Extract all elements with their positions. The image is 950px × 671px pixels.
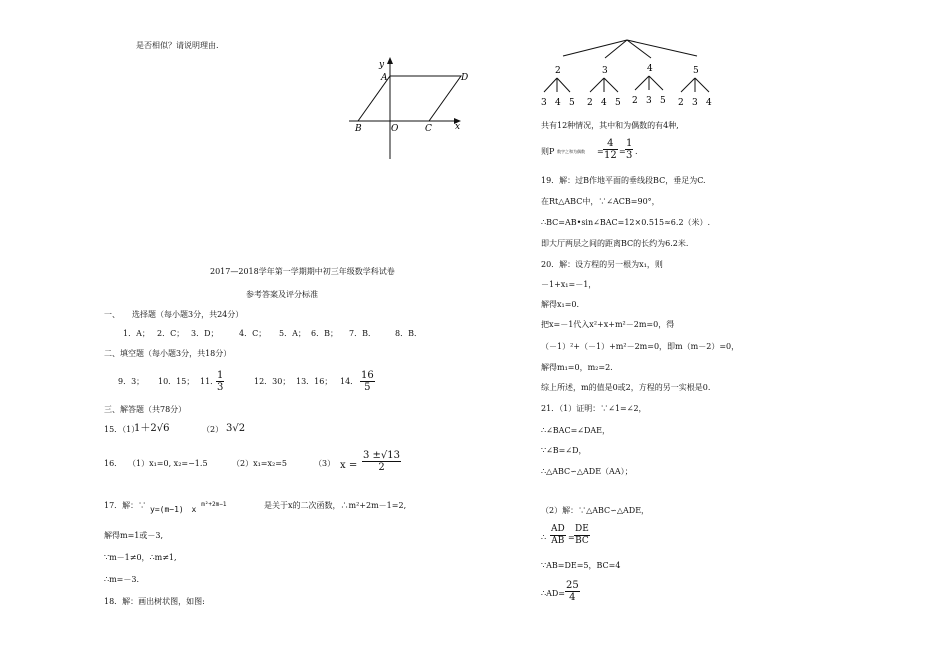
r-line-9: 解得x₁=0. xyxy=(541,300,580,309)
point-B-label: B xyxy=(355,124,362,134)
tree-leaf: 2 xyxy=(587,98,593,108)
r-line-15: ∴∠BAC=∠DAE， xyxy=(541,426,611,435)
tree-leaf: 3 xyxy=(541,98,547,108)
tree-leaf: 4 xyxy=(706,98,712,108)
r-line-17: ∴△ABC∽△ADE（AA）； xyxy=(541,467,633,476)
point-O-label: O xyxy=(391,124,399,134)
r-line-5: ∴BC=AB•sin∠BAC=12×0.515≈6.2（米）. xyxy=(541,218,711,227)
mc-answer: 8．B． xyxy=(395,329,422,338)
section-1-heading: 一、 选择题（每小题3分，共24分） xyxy=(104,310,244,319)
fraction-14: $\frac{16}{5}$ xyxy=(361,370,374,393)
mc-answer: 6．B； xyxy=(311,329,338,338)
section-3-heading: 三、解答题（共78分） xyxy=(104,405,187,414)
point-A-label: A xyxy=(381,73,388,83)
mc-answer: 5．A； xyxy=(279,329,306,338)
mc-answer: 4．C； xyxy=(239,329,267,338)
fill-answer-12: 12．30； xyxy=(254,377,291,386)
r-line-10: 把x=－1代入x²+x+m²－2m=0，得 xyxy=(541,320,675,329)
exam-title: 2017—2018学年第一学期期中初三年级数学科试卷 xyxy=(210,267,395,276)
q17-formula: y=(m−1) x $^{m^2+2m-1}$ xyxy=(150,501,227,514)
intro-text: 是否相似？请说明理由. xyxy=(136,41,219,50)
q17-line-2: 解得m=1或－3, xyxy=(104,531,164,540)
point-C-label: C xyxy=(425,124,432,134)
mc-answer: 1．A； xyxy=(123,329,150,338)
r-line-20: ∵AB=DE=5，BC=4 xyxy=(541,561,621,570)
probability-line: 则P 数字之和为偶数 = $\frac{4}{12}$ = $\frac{1}{3}$ . xyxy=(541,138,638,161)
q17-line-4: ∴m=－3. xyxy=(104,575,140,584)
r-line-8: －1+x₁=－1， xyxy=(541,280,597,289)
q16-line: 16． （1）x₁=0, x₂=−1.5 （2）x₁=x₂=5 （3） x = $\frac{3 \pm√13}{2}$ xyxy=(104,450,401,473)
r-line-18: （2）解：∵△ABC∽△ADE， xyxy=(541,506,650,515)
fraction-11: $\frac{1}{3}$ xyxy=(217,370,224,393)
ad-result-line: ∴AD= $\frac{25}{4}$ xyxy=(541,580,579,603)
r-line-1: 共有12种情况，其中和为偶数的有4种, xyxy=(541,121,679,130)
point-D-label: D xyxy=(461,73,469,83)
tree-leaf: 5 xyxy=(615,98,621,108)
parallelogram-figure xyxy=(345,55,475,163)
mc-answers xyxy=(123,328,423,340)
tree-leaf: 5 xyxy=(660,96,666,106)
fill-answer-14: 14． xyxy=(340,377,359,386)
tree-node: 4 xyxy=(647,64,653,74)
r-line-6: 即大厅两层之间的距离BC的长约为6.2米. xyxy=(541,239,689,248)
q16-fraction: $\frac{3 \pm√13}{2}$ xyxy=(363,450,401,473)
r-line-11: （－1）²+（－1）+m²－2m=0，即m（m－2）=0， xyxy=(541,342,740,351)
fill-answer-11: 11． xyxy=(200,377,219,386)
q15-answer-2: 3√2 xyxy=(226,423,246,434)
r-line-14: 21．（1）证明：∵∠1=∠2， xyxy=(541,404,647,413)
tree-leaf: 5 xyxy=(569,98,575,108)
r-line-7: 20．解：设方程的另一根为x₁，则 xyxy=(541,260,663,269)
r-line-13: 综上所述，m的值是0或2，方程的另一实根是0. xyxy=(541,383,711,392)
tree-node: 3 xyxy=(602,66,608,76)
fill-answers xyxy=(118,370,398,400)
r-line-12: 解得m₁=0，m₂=2. xyxy=(541,363,613,372)
mc-answer: 3．D； xyxy=(191,329,219,338)
q17-line-3: ∵m－1≠0，∴m≠1, xyxy=(104,553,177,562)
r-line-3: 19．解：过B作地平面的垂线段BC，垂足为C. xyxy=(541,176,706,185)
r-line-16: ∵∠B=∠D， xyxy=(541,446,587,455)
tree-diagram xyxy=(535,36,725,116)
mc-answer: 7．B． xyxy=(349,329,376,338)
y-axis-label: y xyxy=(379,60,385,70)
ratio-line: ∴ $\frac{AD}{AB}$ = $\frac{DE}{BC}$ xyxy=(541,524,589,546)
section-2-heading: 二、填空题（每小题3分，共18分） xyxy=(104,349,232,358)
q15-answer-1: 1＋2√6 xyxy=(134,423,170,434)
fill-answer-10: 10．15； xyxy=(158,377,195,386)
x-axis-label: x xyxy=(455,122,461,132)
tree-leaf: 2 xyxy=(632,96,638,106)
mc-answer: 2．C； xyxy=(157,329,185,338)
tree-leaf: 2 xyxy=(678,98,684,108)
r-line-4: 在Rt△ABC中，∵∠ACB=90°， xyxy=(541,197,660,206)
fill-answer-9: 9．3； xyxy=(118,377,145,386)
q18-line: 18．解：画出树状图，如图: xyxy=(104,597,205,606)
q17-line: 17．解：∵ y=(m−1) x $^{m^2+2m-1}$ 是关于x的二次函数，∴m²+2m－1=2, xyxy=(104,498,404,516)
fill-answer-13: 13．16； xyxy=(296,377,333,386)
q15-line: 15．（1） 1＋2√6 （2） 3√2 xyxy=(104,423,246,434)
tree-leaf: 4 xyxy=(555,98,561,108)
tree-node: 5 xyxy=(693,66,699,76)
answer-title: 参考答案及评分标准 xyxy=(246,290,318,299)
tree-leaf: 4 xyxy=(601,98,607,108)
tree-leaf: 3 xyxy=(692,98,698,108)
tree-leaf: 3 xyxy=(646,96,652,106)
tree-node: 2 xyxy=(555,66,561,76)
